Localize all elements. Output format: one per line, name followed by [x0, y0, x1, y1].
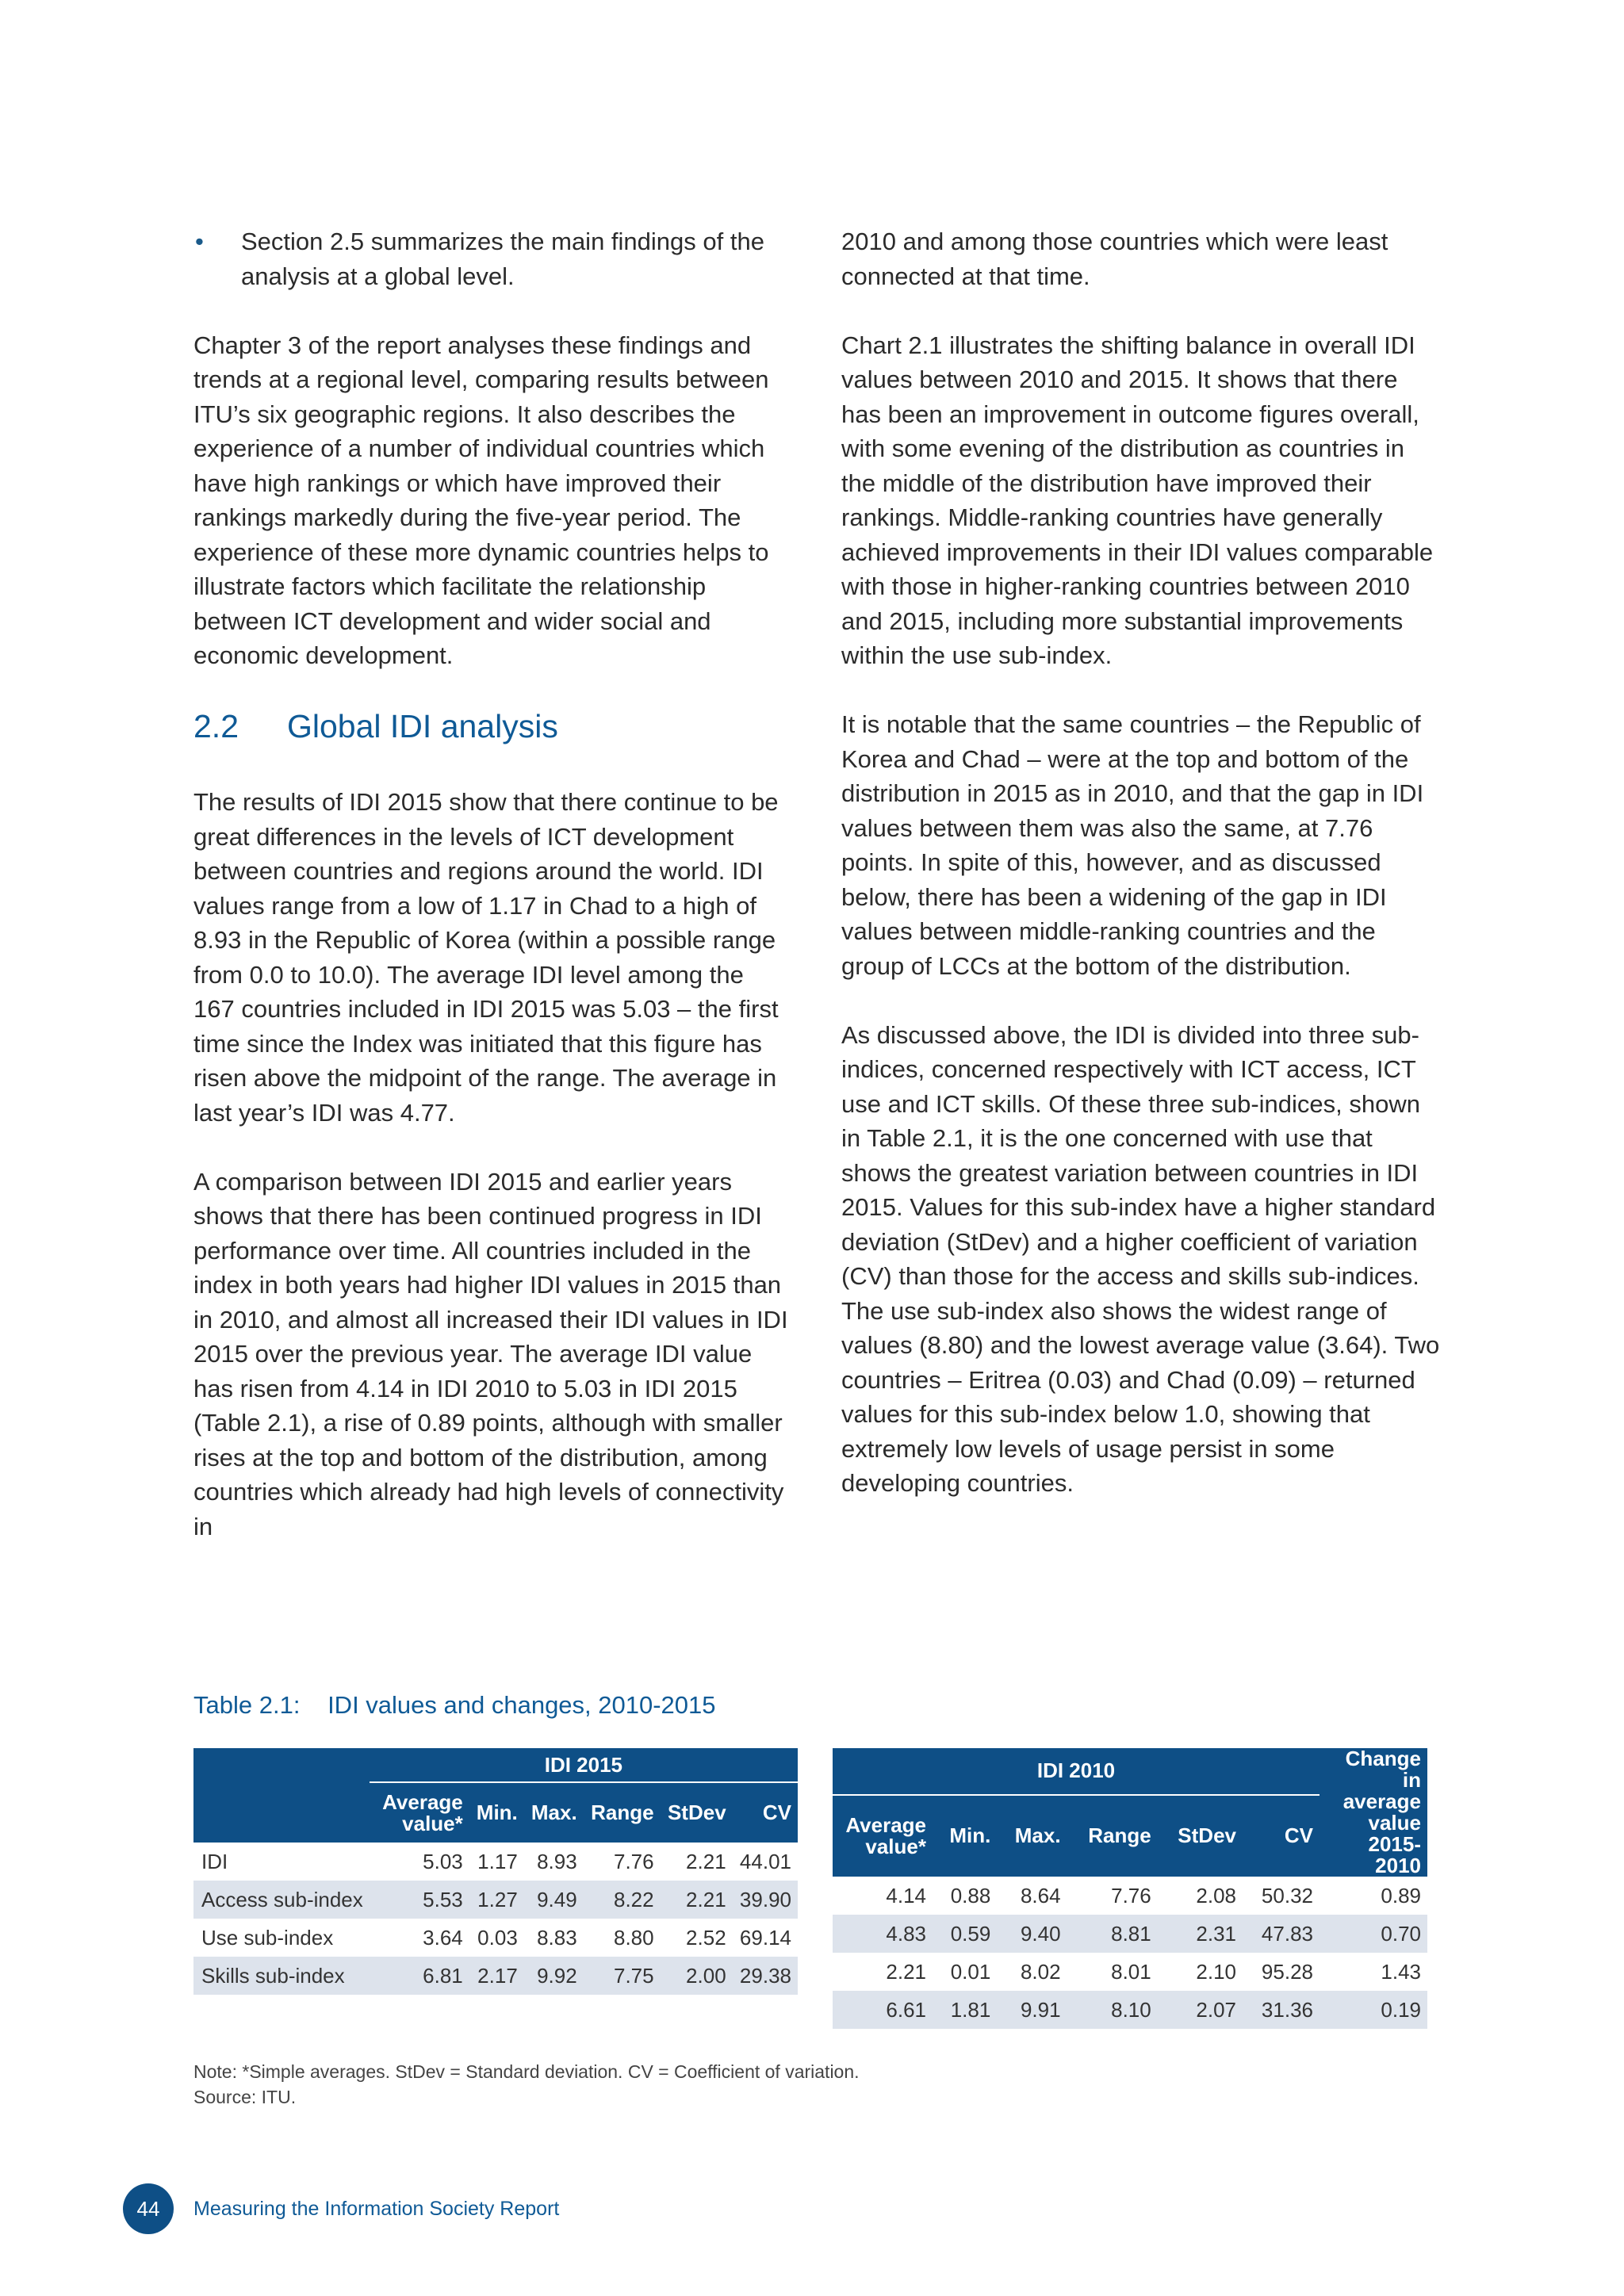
table-row	[833, 1953, 1427, 1991]
table-row	[193, 1957, 798, 1995]
cell: 47.83	[1243, 1915, 1320, 1953]
cell: 0.59	[933, 1915, 997, 1953]
table-title: IDI values and changes, 2010-2015	[327, 1691, 716, 1719]
bullet-dot-icon: •	[195, 228, 204, 255]
paragraph: It is notable that the same countries – the Republic of Korea and Chad – were at the top and bottom of the distribution in 2015 as in 2010, and that the gap in IDI values between them was also the same, at 7.76 points. In spite of this, however, and as discussed below, there has been a widening of the gap in IDI values between middle-ranking countries and the group of LCCs at the bottom of the distribution.	[841, 710, 1424, 980]
cell: 8.01	[1111, 1959, 1151, 1984]
cell: 7.76	[614, 1849, 654, 1873]
cell: 9.49	[524, 1881, 584, 1919]
cell: 1.81	[933, 1991, 997, 2029]
cell: 39.90	[733, 1881, 798, 1919]
section-title: Global IDI analysis	[287, 708, 558, 744]
change-cell: 0.70	[1320, 1915, 1427, 1953]
cell: 44.01	[739, 1849, 791, 1873]
page-footer	[123, 2183, 559, 2234]
cell: 6.81	[370, 1957, 469, 1995]
table-idi-2015	[193, 1748, 798, 1995]
bullet-text: Section 2.5 summarizes the main findings of the analysis at a global level.	[241, 228, 764, 290]
table-row	[193, 1919, 798, 1957]
cell: 5.53	[370, 1881, 469, 1919]
cell: 1.17	[477, 1849, 518, 1873]
table-row	[833, 1877, 1427, 1915]
cell: 0.03	[477, 1925, 518, 1950]
change-cell: 1.43	[1381, 1959, 1421, 1984]
cell: 8.93	[537, 1849, 577, 1873]
cell: 2.10	[1196, 1959, 1236, 1984]
table-note: Note: *Simple averages. StDev = Standard deviation. CV = Coefficient of variation.	[193, 2061, 860, 2082]
table-notes	[193, 2059, 860, 2110]
cell: 4.14	[886, 1883, 926, 1908]
cell: 9.92	[524, 1957, 584, 1995]
cell: 1.27	[469, 1881, 524, 1919]
column-header: Min.	[933, 1795, 997, 1877]
table-idi-2010	[833, 1748, 1427, 2029]
cell: 8.02	[1020, 1959, 1061, 1984]
row-label: Use sub-index	[201, 1925, 334, 1950]
table-label: Table 2.1:	[193, 1691, 301, 1719]
row-label-header	[193, 1748, 370, 1782]
left-column	[193, 224, 788, 1578]
cell: 95.28	[1261, 1959, 1313, 1984]
cell: 2.31	[1158, 1915, 1243, 1953]
cell: 29.38	[733, 1957, 798, 1995]
change-cell: 0.89	[1381, 1883, 1421, 1908]
column-header: Max.	[524, 1782, 584, 1843]
table-row	[833, 1915, 1427, 1953]
section-heading	[193, 707, 788, 745]
row-label: Access sub-index	[193, 1881, 370, 1919]
cell: 2.00	[661, 1957, 733, 1995]
column-header: Average value*	[833, 1795, 933, 1877]
column-header: Range	[1067, 1795, 1158, 1877]
right-column	[841, 224, 1444, 1535]
cell: 8.81	[1067, 1915, 1158, 1953]
cell: 31.36	[1243, 1991, 1320, 2029]
cell: 5.03	[423, 1849, 463, 1873]
section-number: 2.2	[193, 708, 239, 744]
cell: 2.07	[1158, 1991, 1243, 2029]
cell: 8.10	[1067, 1991, 1158, 2029]
change-header: Change in average value 2015-2010	[1320, 1748, 1427, 1877]
cell: 50.32	[1261, 1883, 1313, 1908]
cell: 2.21	[686, 1849, 726, 1873]
cell: 8.22	[584, 1881, 661, 1919]
cell: 3.64	[423, 1925, 463, 1950]
column-header: Max.	[997, 1795, 1067, 1877]
cell: 2.21	[661, 1881, 733, 1919]
cell: 6.61	[833, 1991, 933, 2029]
cell: 2.08	[1196, 1883, 1236, 1908]
group-header-2015: IDI 2015	[370, 1748, 798, 1782]
cell: 8.80	[614, 1925, 654, 1950]
paragraph: 2010 and among those countries which were least connected at that time.	[841, 228, 1388, 290]
cell: 7.76	[1111, 1883, 1151, 1908]
column-header: Min.	[469, 1782, 524, 1843]
table-row	[833, 1991, 1427, 2029]
report-title: Measuring the Information Society Report	[193, 2197, 560, 2220]
cell: 69.14	[739, 1925, 791, 1950]
page-number-badge: 44	[123, 2183, 174, 2234]
cell: 8.83	[537, 1925, 577, 1950]
table-source: Source: ITU.	[193, 2087, 297, 2107]
column-header: StDev	[1158, 1795, 1243, 1877]
column-header: CV	[1243, 1795, 1320, 1877]
paragraph: As discussed above, the IDI is divided into three sub-indices, concerned respectively with ICT access, ICT use and ICT skills. Of these three sub-indices, shown in Table 2.1, it is the one concerned with use that shows the greatest variation between countries in IDI 2015. Values for this sub-index have a higher standard deviation (StDev) and a higher coefficient of variation (CV) than those for the access and skills sub-indices. The use sub-index also shows the widest range of values (8.80) and the lowest average value (3.64). Two countries – Eritrea (0.03) and Chad (0.09) – returned values for this sub-index below 1.0, showing that extremely low levels of usage persist in some developing countries.	[841, 1020, 1440, 1497]
column-header: Average value*	[370, 1782, 469, 1843]
paragraph: A comparison between IDI 2015 and earlier years shows that there has been continued progress in IDI performance over time. All countries included in the index in both years had higher IDI values in 2015 than in 2010, and almost all increased their IDI values in IDI 2015 over the previous year. The average IDI value has risen from 4.14 in IDI 2010 to 5.03 in IDI 2015 (Table 2.1), a rise of 0.89 points, although with smaller rises at the top and bottom of the distribution, among countries which already had high levels of connectivity in	[193, 1167, 788, 1540]
cell: 2.17	[469, 1957, 524, 1995]
row-label: Skills sub-index	[193, 1957, 370, 1995]
cell: 7.75	[584, 1957, 661, 1995]
row-label: IDI	[201, 1849, 228, 1873]
paragraph: Chapter 3 of the report analyses these findings and trends at a regional level, comparing results between ITU’s six geographic regions. It also describes the experience of a number of individual countries which have high rankings or which have improved their rankings markedly during the five-year period. The experience of these more dynamic countries helps to illustrate factors which facilitate the relationship between ICT development and wider social and economic development.	[193, 331, 769, 669]
cell: 2.21	[886, 1959, 926, 1984]
cell: 9.40	[997, 1915, 1067, 1953]
bullet-item	[193, 224, 788, 293]
cell: 9.91	[997, 1991, 1067, 2029]
table-row	[193, 1843, 798, 1881]
cell: 4.83	[833, 1915, 933, 1953]
table-row	[193, 1881, 798, 1919]
cell: 0.01	[950, 1959, 991, 1984]
group-header-2010: IDI 2010	[833, 1748, 1320, 1795]
column-header: StDev	[661, 1782, 733, 1843]
table-caption	[193, 1691, 716, 1720]
cell: 0.88	[950, 1883, 991, 1908]
change-cell: 0.19	[1320, 1991, 1427, 2029]
paragraph: The results of IDI 2015 show that there continue to be great differences in the levels of ICT development between countries and regions around the world. IDI values range from a low of 1.17 in Chad to a high of 8.93 in the Republic of Korea (within a possible range from 0.0 to 10.0). The average IDI level among the 167 countries included in IDI 2015 was 5.03 – the first time since the Index was initiated that this figure has risen above the midpoint of the range. The average in last year’s IDI was 4.77.	[193, 788, 779, 1127]
column-header: Range	[584, 1782, 661, 1843]
column-header: CV	[733, 1782, 798, 1843]
cell: 8.64	[1020, 1883, 1061, 1908]
cell: 2.52	[686, 1925, 726, 1950]
paragraph: Chart 2.1 illustrates the shifting balance in overall IDI values between 2010 and 2015. It shows that there has been an improvement in outcome figures overall, with some evening of the distribution as countries in the middle of the distribution have improved their rankings. Middle-ranking countries have generally achieved improvements in their IDI values comparable with those in higher-ranking countries between 2010 and 2015, including more substantial improvements within the use sub-index.	[841, 331, 1434, 669]
row-label-header-cell	[193, 1782, 370, 1843]
